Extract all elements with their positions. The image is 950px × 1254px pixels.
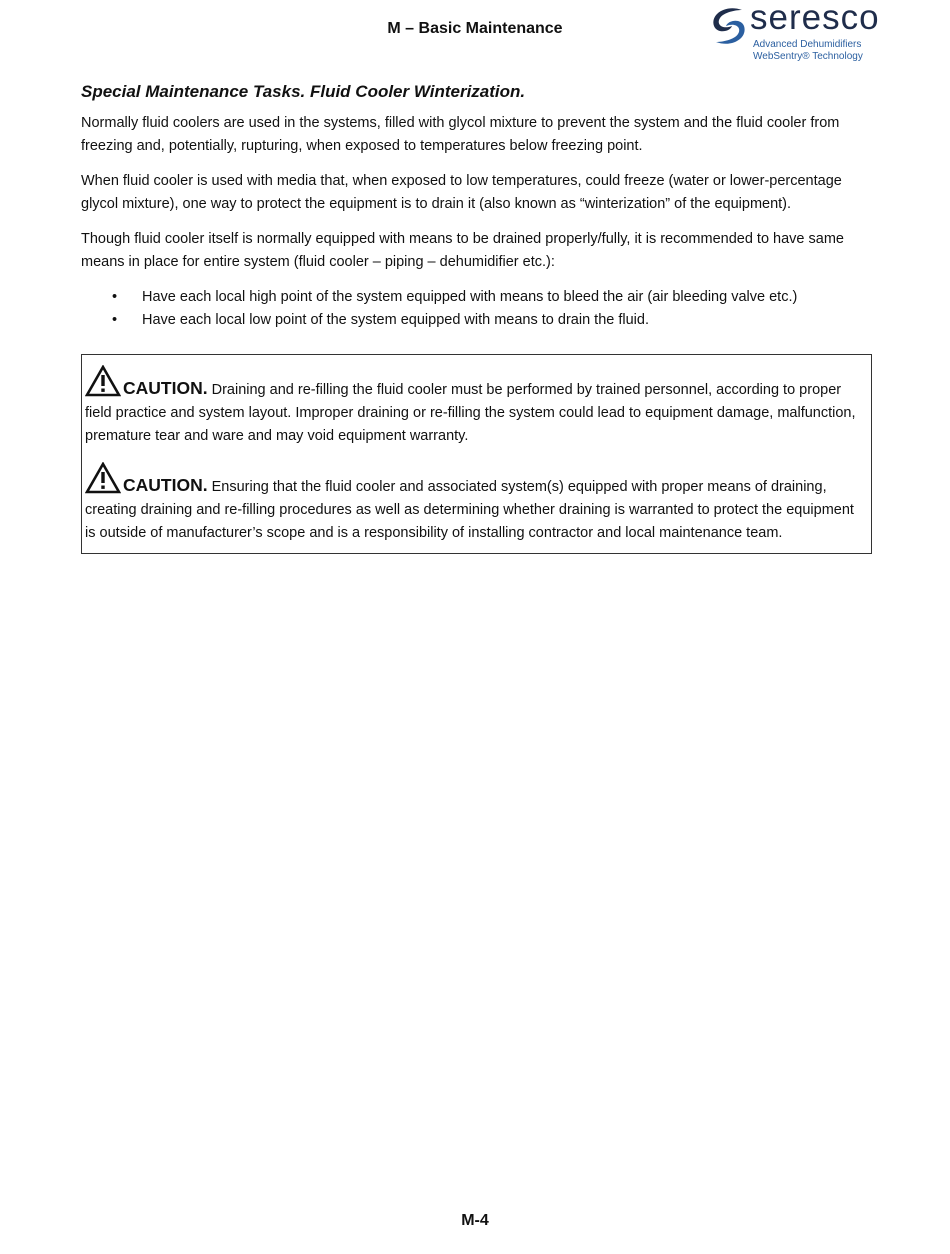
page-number: M-4 — [461, 1212, 489, 1229]
caution-text: Draining and re-filling the fluid cooler must be performed by trained personnel, according to proper field practice and system layout. Improper draining or re-filling the system could lead to equipment damage, malfunction, premature tear and ware and may void equipment warranty. — [85, 382, 856, 444]
paragraph: Normally fluid coolers are used in the systems, filled with glycol mixture to prevent the system and the fluid cooler from freezing and, potentially, rupturing, when exposed to temperatures below freezing point. — [81, 115, 840, 154]
list-item: • Have each local high point of the system equipped with means to bleed the air (air bleeding valve etc.) — [142, 286, 871, 309]
paragraph: Though fluid cooler itself is normally equipped with means to be drained properly/fully, it is recommended to have same means in place for entire system (fluid cooler – piping – dehumidifier etc.): — [81, 231, 844, 270]
caution-text: Ensuring that the fluid cooler and associated system(s) equipped with proper means of draining, creating draining and re-filling procedures as well as determining whether draining is warranted to protect the equipment is outside of manufacturer’s scope and is a responsibility of installing contractor and local maintenance team. — [85, 479, 854, 541]
caution-note — [85, 462, 863, 545]
paragraph: When fluid cooler is used with media that, when exposed to low temperatures, could freeze (water or lower-percentage glycol mixture), one way to protect the equipment is to drain it (also known as “winterization” of the equipment). — [81, 173, 842, 212]
section-title: Special Maintenance Tasks. Fluid Cooler Winterization. — [81, 82, 526, 101]
logo-tagline-2: WebSentry® Technology — [753, 51, 863, 62]
logo-wordmark: seresco — [750, 0, 880, 37]
logo-tagline-1: Advanced Dehumidifiers — [753, 39, 862, 50]
caution-label: CAUTION. — [123, 378, 208, 398]
caution-note — [85, 365, 863, 448]
seresco-logo — [706, 0, 880, 64]
bullet-list — [81, 286, 871, 332]
page-content — [81, 80, 871, 554]
swoosh-logo-icon — [708, 4, 752, 48]
list-item: • Have each local low point of the system equipped with means to drain the fluid. — [142, 309, 871, 332]
page-header-title: M – Basic Maintenance — [387, 20, 563, 37]
warning-triangle-icon — [85, 365, 121, 397]
caution-box — [81, 354, 872, 554]
warning-triangle-icon — [85, 462, 121, 494]
caution-label: CAUTION. — [123, 475, 208, 495]
